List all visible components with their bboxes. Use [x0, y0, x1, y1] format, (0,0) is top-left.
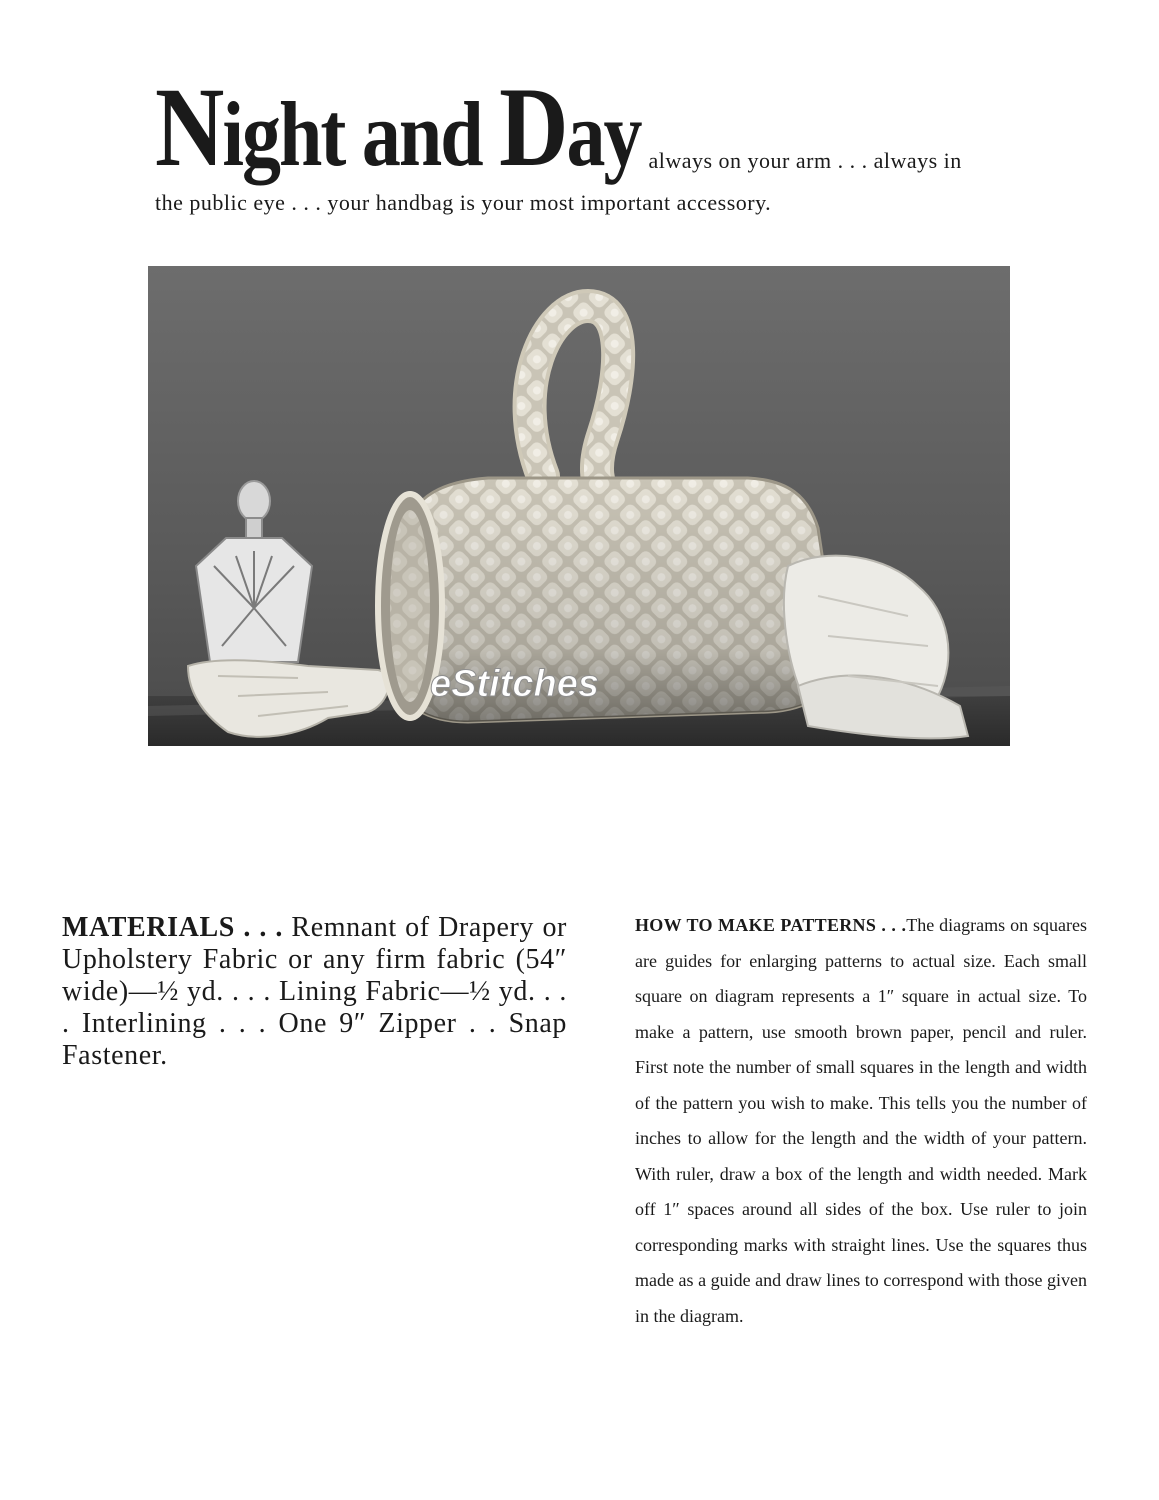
tagline-line-2: the public eye . . . your handbag is your most important accessory. — [155, 190, 772, 215]
title-part-2: ay — [566, 82, 641, 186]
how-to-label: HOW TO MAKE PATTERNS . . . — [635, 915, 907, 935]
how-to-make-patterns-paragraph — [635, 908, 1087, 1334]
title-part-1: ight and — [222, 82, 500, 186]
materials-paragraph — [62, 912, 567, 1072]
how-to-text: The diagrams on squares are guides for enlarging patterns to actual size. Each small square on diagram represents a 1″ square in actual size. To make a pattern, use smooth brown paper, pencil and ruler. First note the number of small squares in the length and width of the pattern you wish to make. This tells you the number of inches to allow for the length and the width of your pattern. With ruler, draw a box of the length and width needed. Mark off 1″ spaces around all sides of the box. Use ruler to join corresponding marks with straight lines. Use the squares thus made as a guide and draw lines to correspond with those given in the diagram. — [635, 915, 1087, 1326]
watermark-text: eStitches — [430, 663, 599, 705]
handbag-photo — [148, 266, 1010, 746]
tagline-line-1: always on your arm . . . always in — [648, 148, 962, 173]
heading-line-1 — [155, 63, 1035, 190]
title-initial-d: D — [499, 63, 567, 190]
title-initial-n: N — [155, 63, 223, 190]
materials-label: MATERIALS . . . — [62, 912, 283, 943]
handbag-photo-illustration — [148, 266, 1010, 746]
materials-text: Remnant of Drapery or Upholstery Fabric or any firm fabric (54″ wide)—½ yd. . . . Lining Fabric—½ yd. . . . Interlining . . . One 9″ Zipper . . Snap Fastener. — [62, 912, 567, 1071]
perfume-bottle — [196, 481, 312, 662]
page-title — [155, 63, 641, 190]
page-heading — [155, 63, 1035, 216]
